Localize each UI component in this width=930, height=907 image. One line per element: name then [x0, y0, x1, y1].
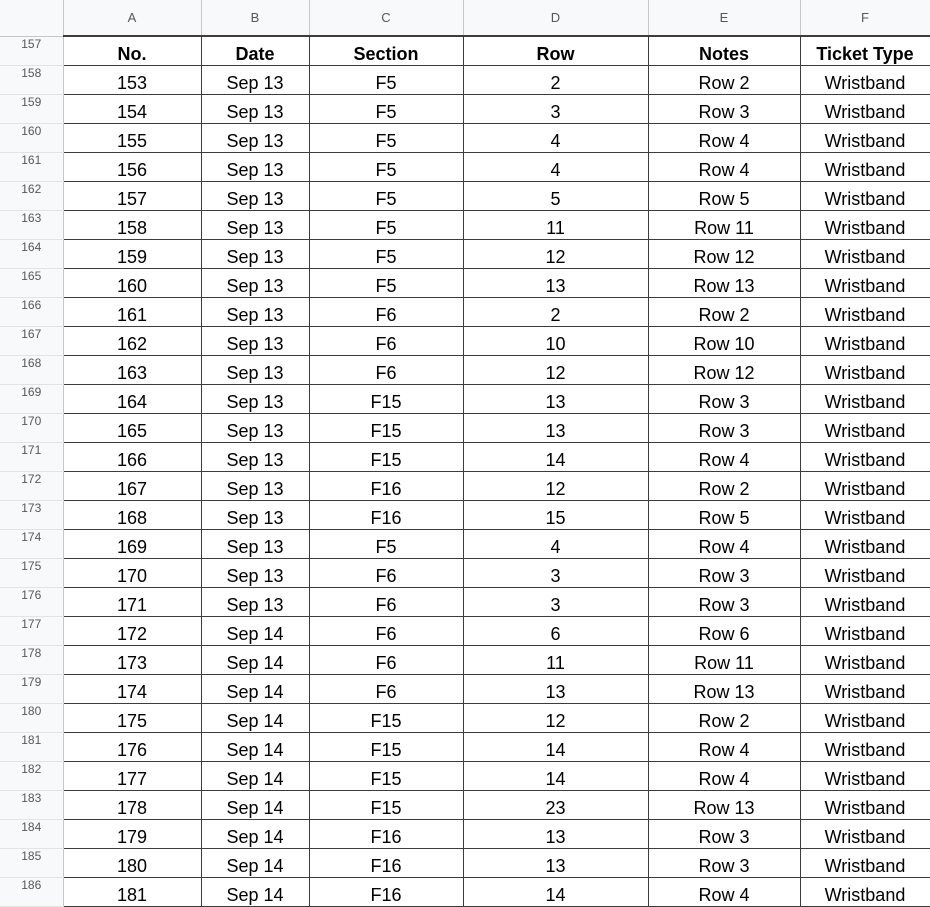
cell-section[interactable]: F5 [309, 94, 463, 123]
table-row [0, 587, 930, 616]
row-number[interactable]: 161 [0, 152, 63, 181]
cell-ticket-type[interactable]: Wristband [800, 413, 930, 442]
cell-date[interactable]: Sep 13 [201, 210, 309, 239]
cell-no[interactable]: 158 [63, 210, 201, 239]
cell-date[interactable]: Sep 13 [201, 529, 309, 558]
cell-notes[interactable]: Row 4 [648, 442, 800, 471]
cell-no[interactable]: 156 [63, 152, 201, 181]
cell-ticket-type[interactable]: Wristband [800, 587, 930, 616]
cell-ticket-type[interactable]: Wristband [800, 152, 930, 181]
cell-section[interactable]: F16 [309, 500, 463, 529]
row-number[interactable]: 180 [0, 703, 63, 732]
cell-date[interactable]: Sep 13 [201, 326, 309, 355]
cell-row[interactable]: 4 [463, 152, 648, 181]
row-number[interactable]: 185 [0, 848, 63, 877]
table-row [0, 790, 930, 819]
row-number[interactable]: 157 [0, 36, 63, 65]
cell-no[interactable]: 180 [63, 848, 201, 877]
cell-date[interactable]: Sep 14 [201, 674, 309, 703]
cell-row[interactable]: 12 [463, 471, 648, 500]
cell-no[interactable]: 160 [63, 268, 201, 297]
cell-date[interactable]: Sep 13 [201, 152, 309, 181]
cell-section[interactable]: F5 [309, 181, 463, 210]
cell-notes[interactable]: Row 2 [648, 297, 800, 326]
cell-notes[interactable]: Row 11 [648, 210, 800, 239]
cell-date[interactable]: Sep 14 [201, 819, 309, 848]
cell-notes[interactable]: Row 2 [648, 65, 800, 94]
cell-row[interactable]: 13 [463, 674, 648, 703]
cell-row[interactable]: 13 [463, 819, 648, 848]
table-header-row [0, 36, 930, 65]
table-row [0, 819, 930, 848]
cell-section[interactable]: F5 [309, 152, 463, 181]
cell-section[interactable]: F16 [309, 819, 463, 848]
cell-ticket-type[interactable]: Wristband [800, 616, 930, 645]
cell-notes[interactable]: Row 4 [648, 529, 800, 558]
row-number[interactable]: 182 [0, 761, 63, 790]
cell-ticket-type[interactable]: Wristband [800, 326, 930, 355]
cell-ticket-type[interactable]: Wristband [800, 181, 930, 210]
cell-ticket-type[interactable]: Wristband [800, 819, 930, 848]
cell-no[interactable]: 162 [63, 326, 201, 355]
cell-ticket-type[interactable]: Wristband [800, 877, 930, 906]
row-number[interactable]: 165 [0, 268, 63, 297]
cell-row[interactable]: 13 [463, 384, 648, 413]
cell-row[interactable]: 12 [463, 239, 648, 268]
cell-notes[interactable]: Row 2 [648, 471, 800, 500]
cell-row[interactable]: 6 [463, 616, 648, 645]
cell-notes[interactable]: Row 4 [648, 123, 800, 152]
cell-ticket-type[interactable]: Wristband [800, 471, 930, 500]
table-row [0, 181, 930, 210]
row-number[interactable]: 158 [0, 65, 63, 94]
cell-date[interactable]: Sep 13 [201, 181, 309, 210]
column-header-d[interactable]: D [463, 0, 648, 36]
cell-section[interactable]: F5 [309, 65, 463, 94]
cell-ticket-type[interactable]: Wristband [800, 703, 930, 732]
cell-no[interactable]: 154 [63, 94, 201, 123]
cell-no[interactable]: 167 [63, 471, 201, 500]
cell-date[interactable]: Sep 13 [201, 587, 309, 616]
cell-no[interactable]: 171 [63, 587, 201, 616]
cell-no[interactable]: 175 [63, 703, 201, 732]
cell-section[interactable]: F5 [309, 529, 463, 558]
cell-row[interactable]: 14 [463, 442, 648, 471]
cell-section[interactable]: F6 [309, 616, 463, 645]
row-number[interactable]: 175 [0, 558, 63, 587]
cell-ticket-type[interactable]: Wristband [800, 384, 930, 413]
row-number[interactable]: 176 [0, 587, 63, 616]
cell-ticket-type[interactable]: Wristband [800, 297, 930, 326]
cell-date[interactable]: Sep 13 [201, 268, 309, 297]
cell-date[interactable]: Sep 14 [201, 761, 309, 790]
cell-notes[interactable]: Row 3 [648, 384, 800, 413]
cell-ticket-type[interactable]: Wristband [800, 210, 930, 239]
row-number[interactable]: 162 [0, 181, 63, 210]
cell-notes[interactable]: Row 3 [648, 558, 800, 587]
cell-row[interactable]: 13 [463, 848, 648, 877]
table-row [0, 123, 930, 152]
table-row [0, 413, 930, 442]
cell-no[interactable]: 179 [63, 819, 201, 848]
cell-row[interactable]: 12 [463, 355, 648, 384]
table-row [0, 268, 930, 297]
cell-notes[interactable]: Row 2 [648, 703, 800, 732]
column-header-e[interactable]: E [648, 0, 800, 36]
row-number[interactable]: 159 [0, 94, 63, 123]
header-cell-row[interactable]: Row [463, 36, 648, 65]
cell-date[interactable]: Sep 14 [201, 703, 309, 732]
cell-notes[interactable]: Row 13 [648, 790, 800, 819]
cell-no[interactable]: 170 [63, 558, 201, 587]
cell-notes[interactable]: Row 3 [648, 413, 800, 442]
row-number[interactable]: 168 [0, 355, 63, 384]
cell-no[interactable]: 159 [63, 239, 201, 268]
table-row [0, 94, 930, 123]
cell-no[interactable]: 173 [63, 645, 201, 674]
cell-no[interactable]: 176 [63, 732, 201, 761]
cell-no[interactable]: 164 [63, 384, 201, 413]
table-row [0, 674, 930, 703]
cell-section[interactable]: F5 [309, 123, 463, 152]
table-row [0, 355, 930, 384]
cell-notes[interactable]: Row 11 [648, 645, 800, 674]
cell-section[interactable]: F15 [309, 732, 463, 761]
cell-no[interactable]: 155 [63, 123, 201, 152]
header-cell-section[interactable]: Section [309, 36, 463, 65]
cell-section[interactable]: F6 [309, 674, 463, 703]
cell-section[interactable]: F15 [309, 703, 463, 732]
row-number[interactable]: 178 [0, 645, 63, 674]
row-number[interactable]: 174 [0, 529, 63, 558]
cell-no[interactable]: 157 [63, 181, 201, 210]
table-row [0, 297, 930, 326]
cell-ticket-type[interactable]: Wristband [800, 94, 930, 123]
cell-date[interactable]: Sep 14 [201, 616, 309, 645]
cell-no[interactable]: 178 [63, 790, 201, 819]
table-row [0, 877, 930, 906]
cell-row[interactable]: 3 [463, 94, 648, 123]
cell-no[interactable]: 169 [63, 529, 201, 558]
table-row [0, 239, 930, 268]
table-row [0, 616, 930, 645]
cell-no[interactable]: 172 [63, 616, 201, 645]
cell-date[interactable]: Sep 13 [201, 123, 309, 152]
cell-ticket-type[interactable]: Wristband [800, 442, 930, 471]
row-number[interactable]: 177 [0, 616, 63, 645]
cell-notes[interactable]: Row 4 [648, 761, 800, 790]
cell-ticket-type[interactable]: Wristband [800, 529, 930, 558]
row-number[interactable]: 170 [0, 413, 63, 442]
cell-date[interactable]: Sep 13 [201, 384, 309, 413]
table-row [0, 384, 930, 413]
cell-no[interactable]: 174 [63, 674, 201, 703]
row-number[interactable]: 160 [0, 123, 63, 152]
cell-notes[interactable]: Row 5 [648, 181, 800, 210]
row-number[interactable]: 166 [0, 297, 63, 326]
cell-ticket-type[interactable]: Wristband [800, 790, 930, 819]
cell-date[interactable]: Sep 13 [201, 413, 309, 442]
table-row [0, 65, 930, 94]
cell-notes[interactable]: Row 4 [648, 732, 800, 761]
cell-row[interactable]: 3 [463, 558, 648, 587]
cell-row[interactable]: 12 [463, 703, 648, 732]
cell-row[interactable]: 13 [463, 413, 648, 442]
row-number[interactable]: 167 [0, 326, 63, 355]
table-row [0, 558, 930, 587]
cell-section[interactable]: F15 [309, 790, 463, 819]
header-cell-notes[interactable]: Notes [648, 36, 800, 65]
cell-notes[interactable]: Row 3 [648, 848, 800, 877]
cell-section[interactable]: F6 [309, 355, 463, 384]
cell-date[interactable]: Sep 13 [201, 442, 309, 471]
cell-ticket-type[interactable]: Wristband [800, 65, 930, 94]
row-number[interactable]: 163 [0, 210, 63, 239]
cell-section[interactable]: F6 [309, 326, 463, 355]
header-cell-no[interactable]: No. [63, 36, 201, 65]
cell-date[interactable]: Sep 13 [201, 558, 309, 587]
table-row [0, 471, 930, 500]
cell-row[interactable]: 10 [463, 326, 648, 355]
cell-notes[interactable]: Row 5 [648, 500, 800, 529]
select-all-corner[interactable] [0, 0, 63, 36]
row-number[interactable]: 181 [0, 732, 63, 761]
cell-row[interactable]: 15 [463, 500, 648, 529]
row-number[interactable]: 184 [0, 819, 63, 848]
cell-ticket-type[interactable]: Wristband [800, 645, 930, 674]
table-row [0, 442, 930, 471]
cell-no[interactable]: 181 [63, 877, 201, 906]
column-header-a[interactable]: A [63, 0, 201, 36]
cell-notes[interactable]: Row 3 [648, 587, 800, 616]
cell-notes[interactable]: Row 13 [648, 674, 800, 703]
cell-date[interactable]: Sep 14 [201, 645, 309, 674]
cell-section[interactable]: F6 [309, 297, 463, 326]
cell-date[interactable]: Sep 14 [201, 790, 309, 819]
row-number[interactable]: 183 [0, 790, 63, 819]
cell-ticket-type[interactable]: Wristband [800, 732, 930, 761]
cell-no[interactable]: 168 [63, 500, 201, 529]
header-cell-date[interactable]: Date [201, 36, 309, 65]
table-row [0, 500, 930, 529]
table-row [0, 326, 930, 355]
cell-section[interactable]: F16 [309, 877, 463, 906]
cell-date[interactable]: Sep 14 [201, 877, 309, 906]
cell-row[interactable]: 4 [463, 529, 648, 558]
cell-notes[interactable]: Row 4 [648, 152, 800, 181]
cell-ticket-type[interactable]: Wristband [800, 761, 930, 790]
column-header-b[interactable]: B [201, 0, 309, 36]
table-row [0, 210, 930, 239]
table-row [0, 761, 930, 790]
cell-ticket-type[interactable]: Wristband [800, 500, 930, 529]
cell-row[interactable]: 14 [463, 732, 648, 761]
cell-notes[interactable]: Row 12 [648, 355, 800, 384]
cell-no[interactable]: 163 [63, 355, 201, 384]
row-number[interactable]: 171 [0, 442, 63, 471]
cell-section[interactable]: F15 [309, 442, 463, 471]
cell-section[interactable]: F6 [309, 558, 463, 587]
row-number[interactable]: 179 [0, 674, 63, 703]
cell-notes[interactable]: Row 3 [648, 819, 800, 848]
cell-ticket-type[interactable]: Wristband [800, 558, 930, 587]
cell-date[interactable]: Sep 13 [201, 500, 309, 529]
cell-date[interactable]: Sep 13 [201, 239, 309, 268]
table-row [0, 848, 930, 877]
cell-section[interactable]: F16 [309, 848, 463, 877]
cell-section[interactable]: F16 [309, 471, 463, 500]
row-number[interactable]: 186 [0, 877, 63, 906]
cell-section[interactable]: F15 [309, 413, 463, 442]
cell-row[interactable]: 2 [463, 297, 648, 326]
cell-row[interactable]: 5 [463, 181, 648, 210]
row-number[interactable]: 164 [0, 239, 63, 268]
cell-no[interactable]: 165 [63, 413, 201, 442]
cell-notes[interactable]: Row 13 [648, 268, 800, 297]
cell-row[interactable]: 11 [463, 645, 648, 674]
cell-date[interactable]: Sep 14 [201, 848, 309, 877]
cell-ticket-type[interactable]: Wristband [800, 123, 930, 152]
cell-section[interactable]: F5 [309, 268, 463, 297]
row-number[interactable]: 172 [0, 471, 63, 500]
cell-section[interactable]: F6 [309, 645, 463, 674]
row-number[interactable]: 169 [0, 384, 63, 413]
cell-notes[interactable]: Row 4 [648, 877, 800, 906]
column-header-bar [0, 0, 930, 36]
table-row [0, 529, 930, 558]
cell-notes[interactable]: Row 6 [648, 616, 800, 645]
cell-ticket-type[interactable]: Wristband [800, 355, 930, 384]
cell-ticket-type[interactable]: Wristband [800, 848, 930, 877]
cell-row[interactable]: 11 [463, 210, 648, 239]
grid-body [0, 36, 930, 906]
cell-row[interactable]: 13 [463, 268, 648, 297]
cell-section[interactable]: F6 [309, 587, 463, 616]
cell-date[interactable]: Sep 13 [201, 471, 309, 500]
table-row [0, 645, 930, 674]
cell-date[interactable]: Sep 14 [201, 732, 309, 761]
cell-no[interactable]: 161 [63, 297, 201, 326]
cell-notes[interactable]: Row 12 [648, 239, 800, 268]
cell-no[interactable]: 177 [63, 761, 201, 790]
row-number[interactable]: 173 [0, 500, 63, 529]
header-cell-ticket-type[interactable]: Ticket Type [800, 36, 930, 65]
column-header-f[interactable]: F [800, 0, 930, 36]
cell-row[interactable]: 14 [463, 761, 648, 790]
cell-no[interactable]: 166 [63, 442, 201, 471]
cell-date[interactable]: Sep 13 [201, 297, 309, 326]
cell-date[interactable]: Sep 13 [201, 355, 309, 384]
table-row [0, 152, 930, 181]
column-header-c[interactable]: C [309, 0, 463, 36]
cell-date[interactable]: Sep 13 [201, 65, 309, 94]
cell-section[interactable]: F15 [309, 384, 463, 413]
cell-no[interactable]: 153 [63, 65, 201, 94]
cell-row[interactable]: 2 [463, 65, 648, 94]
cell-section[interactable]: F5 [309, 239, 463, 268]
cell-section[interactable]: F15 [309, 761, 463, 790]
cell-ticket-type[interactable]: Wristband [800, 674, 930, 703]
cell-row[interactable]: 4 [463, 123, 648, 152]
cell-row[interactable]: 3 [463, 587, 648, 616]
cell-ticket-type[interactable]: Wristband [800, 268, 930, 297]
cell-row[interactable]: 23 [463, 790, 648, 819]
cell-section[interactable]: F5 [309, 210, 463, 239]
cell-date[interactable]: Sep 13 [201, 94, 309, 123]
cell-notes[interactable]: Row 3 [648, 94, 800, 123]
cell-ticket-type[interactable]: Wristband [800, 239, 930, 268]
table-row [0, 732, 930, 761]
cell-notes[interactable]: Row 10 [648, 326, 800, 355]
table-row [0, 703, 930, 732]
cell-row[interactable]: 14 [463, 877, 648, 906]
